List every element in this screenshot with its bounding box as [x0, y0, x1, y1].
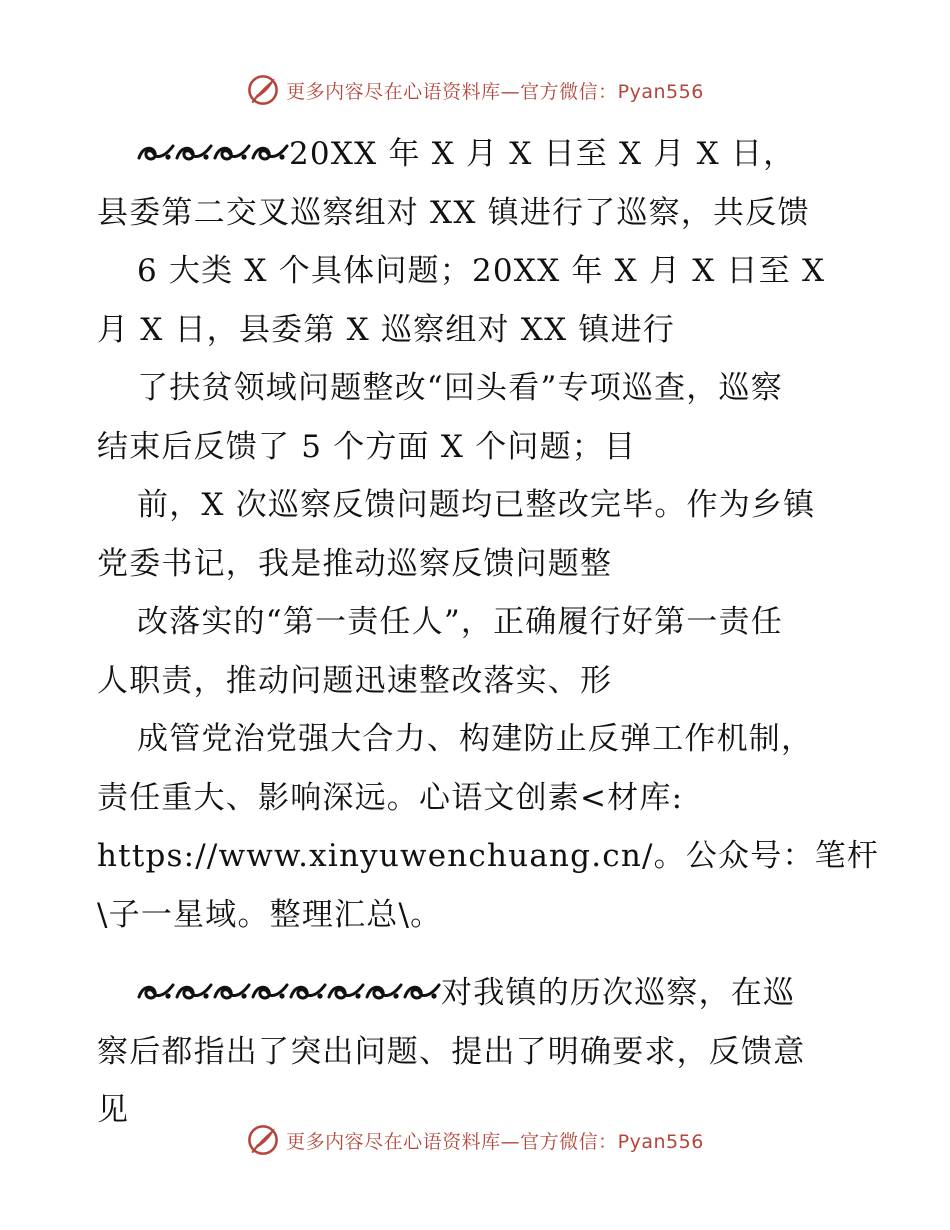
text-line	[97, 710, 857, 769]
swirl-ornament-icon	[175, 981, 213, 1003]
document-body	[97, 125, 880, 1140]
swirl-ornament-icon	[289, 981, 327, 1003]
text-line	[97, 476, 857, 535]
swirl-ornament-icon	[137, 142, 175, 164]
swirl-ornament-icon	[251, 981, 289, 1003]
line-text: \子一星域。整理汇总\。	[97, 896, 443, 933]
text-line	[97, 886, 857, 945]
swirl-ornament-icon	[403, 981, 441, 1003]
line-text: 责任重大、影响深远。心语文创素<材库:	[97, 779, 684, 816]
line-text: 党委书记，我是推动巡察反馈问题整	[97, 545, 613, 582]
line-text: 察后都指出了突出问题、提出了明确要求，反馈意	[97, 1033, 806, 1070]
quill-logo-icon	[246, 1123, 280, 1157]
header-watermark	[0, 70, 950, 110]
line-text: 改落实的“第一责任人”，正确履行好第一责任	[137, 604, 783, 640]
text-line	[97, 652, 857, 711]
line-text: 县委第二交叉巡察组对 XX 镇进行了巡察，共反馈	[97, 194, 810, 231]
swirl-ornament-icon	[251, 142, 289, 164]
text-line	[97, 418, 857, 477]
line-text: 见	[97, 1092, 130, 1128]
text-line	[97, 593, 857, 652]
line-text: 6 大类 X 个具体问题；20XX 年 X 月 X 日至 X	[137, 253, 826, 289]
text-line	[97, 359, 857, 418]
text-line	[97, 769, 857, 828]
text-line	[97, 535, 857, 594]
ornament-group	[137, 136, 289, 172]
text-line	[97, 242, 857, 301]
line-text: 成管党治党强大合力、构建防止反弹工作机制，	[137, 721, 814, 757]
line-text: 月 X 日，县委第 X 巡察组对 XX 镇进行	[97, 311, 675, 348]
text-line	[97, 1023, 857, 1082]
text-line	[97, 964, 857, 1023]
swirl-ornament-icon	[213, 981, 251, 1003]
swirl-ornament-icon	[327, 981, 365, 1003]
text-line	[97, 184, 857, 243]
line-text: 了扶贫领域问题整改“回头看”专项巡查，巡察	[137, 370, 783, 406]
text-line	[97, 827, 880, 886]
ornament-group	[137, 975, 441, 1011]
swirl-ornament-icon	[137, 981, 175, 1003]
watermark-text: 更多内容尽在心语资料库—官方微信：Pyan556	[286, 80, 704, 103]
swirl-ornament-icon	[365, 981, 403, 1003]
line-text: 前，X 次巡察反馈问题均已整改完毕。作为乡镇	[137, 487, 816, 523]
line-text: 人职责，推动问题迅速整改落实、形	[97, 662, 613, 699]
watermark-text: 更多内容尽在心语资料库—官方微信：Pyan556	[286, 1130, 704, 1153]
swirl-ornament-icon	[213, 142, 251, 164]
quill-logo-icon	[246, 73, 280, 107]
line-text: https://www.xinyuwenchuang.cn/。公众号：笔杆	[97, 838, 880, 874]
line-text: 结束后反馈了 5 个方面 X 个问题；目	[97, 428, 637, 465]
line-text: 20XX 年 X 月 X 日至 X 月 X 日，	[289, 136, 796, 172]
text-line	[97, 301, 857, 360]
text-line	[97, 125, 857, 184]
footer-watermark	[0, 1120, 950, 1160]
swirl-ornament-icon	[175, 142, 213, 164]
line-text: 对我镇的历次巡察，在巡	[441, 975, 796, 1011]
